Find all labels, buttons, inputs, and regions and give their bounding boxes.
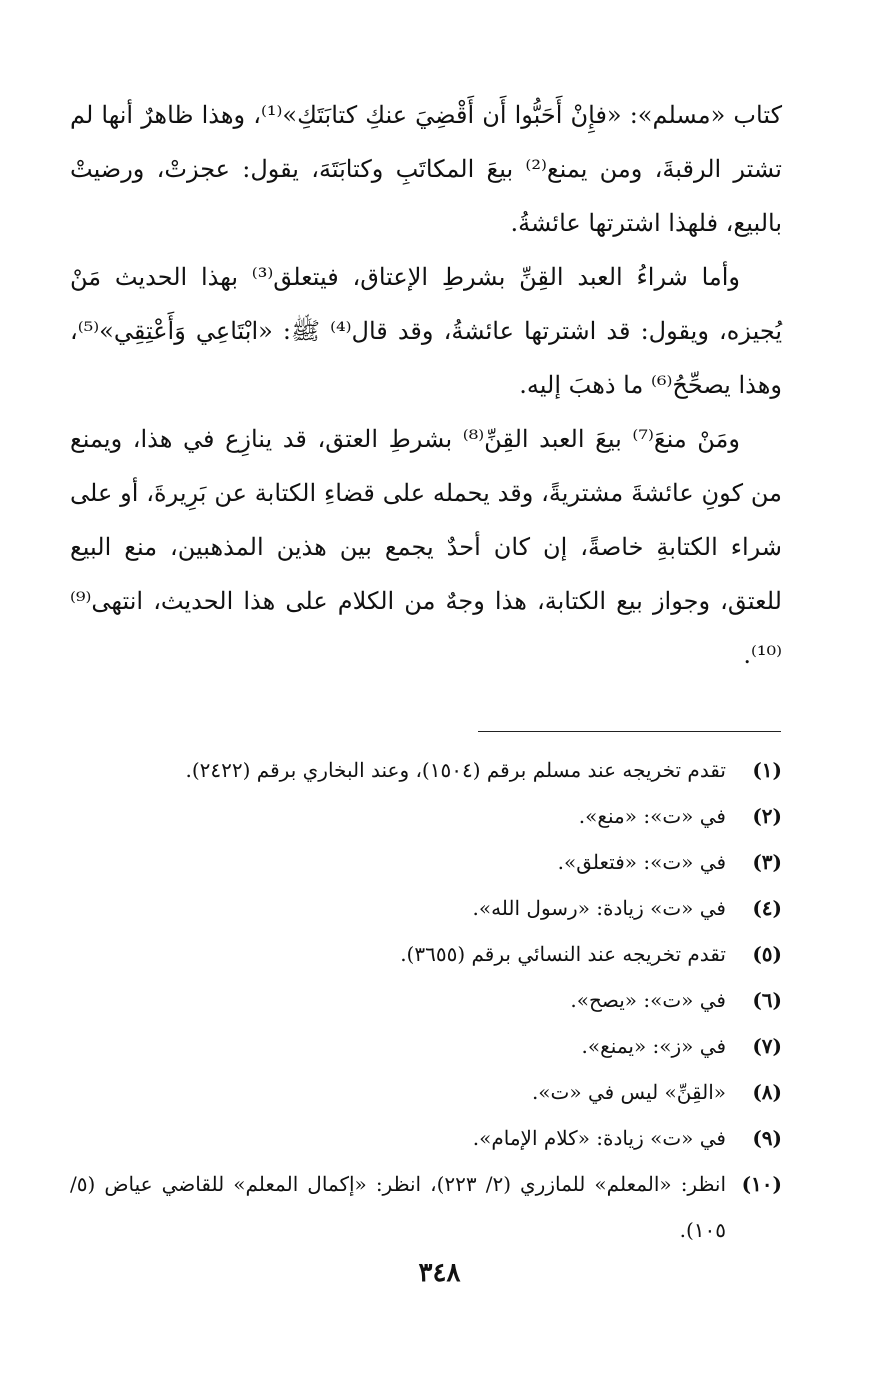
footnote-number: (٢) <box>752 804 782 828</box>
paragraph-3: ومَنْ منعَ⁽⁷⁾ بيعَ العبد القِنِّ⁽⁸⁾ بشرطِ العتق، قد ينازِع في هذا، ويمنع من كونِ عائشةَ مشتريةً، وقد يحمله على قضاءِ الكتابة عن بَرِيرةَ، أو على شراء الكتابةِ خاصةً، إن كان أحدٌ يجمع بين هذين المذهبين، منع البيع للعتق، وجواز بيع الكتابة، هذا وجهٌ من الكلام على هذا الحديث، انتهى⁽⁹⁾⁽¹⁰⁾. <box>70 425 782 669</box>
footnote-item <box>70 1069 782 1115</box>
main-text <box>70 88 782 682</box>
footnote-number: (٣) <box>752 850 782 874</box>
footnote-number: (٤) <box>752 896 782 920</box>
footnote-number: (٦) <box>752 988 782 1012</box>
footnote-text: في «ز»: «يمنع». <box>581 1034 726 1058</box>
footnote-text: في «ت»: «يصح». <box>570 988 726 1012</box>
footnote-item <box>70 747 782 793</box>
footnotes-list <box>70 747 782 1253</box>
footnote-text: تقدم تخريجه عند مسلم برقم (١٥٠٤)، وعند البخاري برقم (٢٤٢٢). <box>185 758 726 782</box>
footnote-text: «القِنِّ» ليس في «ت». <box>531 1080 726 1104</box>
footnote-item <box>70 793 782 839</box>
footnote-number: (١) <box>752 758 782 782</box>
footnote-text: تقدم تخريجه عند النسائي برقم (٣٦٥٥). <box>400 942 726 966</box>
footnote-item <box>70 1115 782 1161</box>
footnote-item <box>70 1161 782 1253</box>
paragraph-2: وأما شراءُ العبد القِنِّ بشرطِ الإعتاق، فيتعلق⁽³⁾ بهذا الحديث مَنْ يُجيزه، ويقول: قد اشترتها عائشةُ، وقد قال⁽⁴⁾ ﷺ: «ابْتَاعِي وَأَعْتِقِي»⁽⁵⁾، وهذا يصحِّحُ⁽⁶⁾ ما ذهبَ إليه. <box>70 263 782 399</box>
footnote-number: (٧) <box>752 1034 782 1058</box>
footnote-item <box>70 1023 782 1069</box>
footnote-number: (١٠) <box>741 1172 782 1196</box>
footnote-number: (٩) <box>752 1126 782 1150</box>
footnote-number: (٨) <box>752 1080 782 1104</box>
page-number: ٣٤٨ <box>418 1258 461 1288</box>
footnote-text: في «ت» زيادة: «كلام الإمام». <box>472 1126 726 1150</box>
footnote-text: انظر: «المعلم» للمازري (٢/ ٢٢٣)، انظر: «إكمال المعلم» للقاضي عياض (٥/ ١٠٥). <box>70 1172 726 1242</box>
footnote-text: في «ت»: «فتعلق». <box>557 850 726 874</box>
footnote-number: (٥) <box>752 942 782 966</box>
footnote-item <box>70 977 782 1023</box>
footnote-divider <box>478 731 781 732</box>
footnote-text: في «ت» زيادة: «رسول الله». <box>472 896 726 920</box>
footnote-item <box>70 931 782 977</box>
paragraph-1: كتاب «مسلم»: «فإِنْ أَحَبُّوا أَن أَقْضِيَ عنكِ كتابَتَكِ»⁽¹⁾، وهذا ظاهرٌ أنها لم تشتر الرقبةَ، ومن يمنع⁽²⁾ بيعَ المكاتَبِ وكتابَتَهَ، يقول: عجزتْ، ورضيتْ بالبيع، فلهذا اشترتها عائشةُ. <box>70 101 783 237</box>
footnote-item <box>70 839 782 885</box>
footnote-text: في «ت»: «منع». <box>578 804 726 828</box>
footnote-item <box>70 885 782 931</box>
